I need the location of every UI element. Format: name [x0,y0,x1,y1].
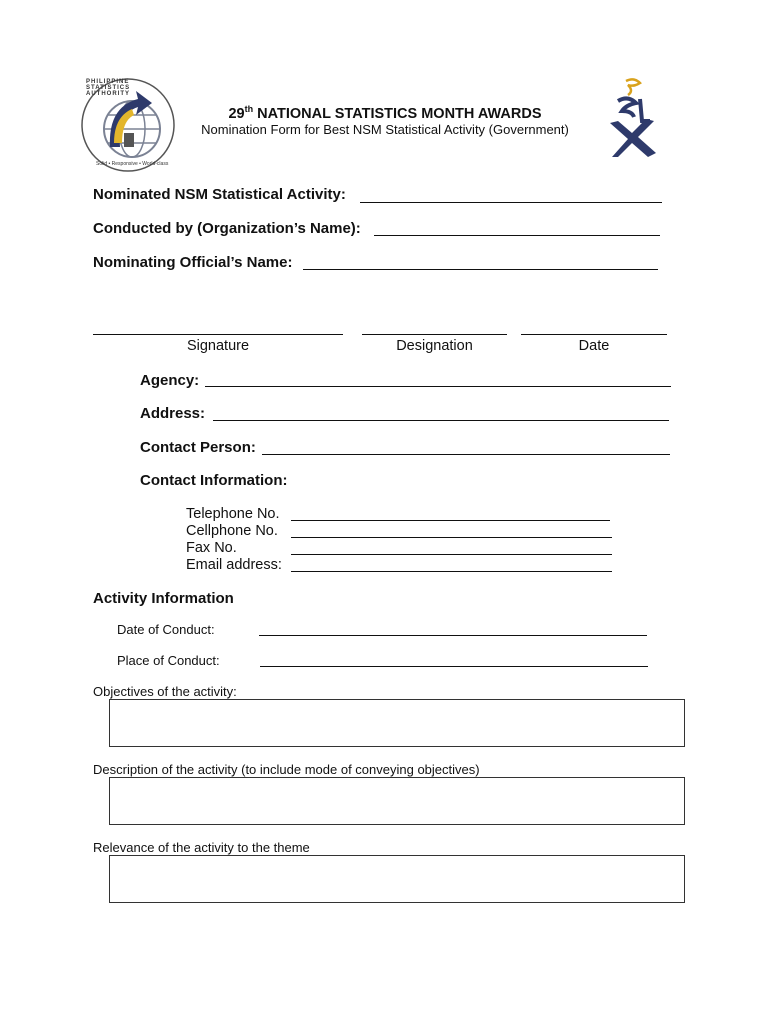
title-text: NATIONAL STATISTICS MONTH AWARDS [253,105,542,122]
fax-label: Fax No. [186,540,237,556]
cellphone-field[interactable] [291,537,612,538]
activity-label: Nominated NSM Statistical Activity: [93,186,346,203]
telephone-field[interactable] [291,520,610,521]
official-name-field[interactable] [303,269,658,270]
contact-person-field[interactable] [262,454,670,455]
email-field[interactable] [291,571,612,572]
date-of-conduct-label: Date of Conduct: [117,622,215,637]
activity-info-heading: Activity Information [93,590,234,607]
relevance-textarea[interactable] [109,855,685,903]
address-label: Address: [140,405,206,422]
telephone-label: Telephone No. [186,506,280,522]
designation-label: Designation [396,338,473,354]
activity-field[interactable] [360,202,662,203]
title-number: 29 [228,105,245,122]
place-of-conduct-field[interactable] [260,666,648,667]
psa-logo-text: PHILIPPINE STATISTICS AUTHORITY [86,79,131,97]
objectives-label: Objectives of the activity: [93,684,237,699]
relevance-label: Relevance of the activity to the theme [93,840,310,855]
signature-label: Signature [186,338,250,354]
page-subtitle: Nomination Form for Best NSM Statistical Activity (Government) [201,122,569,137]
address-field[interactable] [213,420,669,421]
title-superscript: th [244,104,254,114]
contact-information-label: Contact Information: [140,472,288,489]
agency-field[interactable] [205,386,671,387]
place-of-conduct-label: Place of Conduct: [117,653,220,668]
date-label: Date [578,338,610,354]
objectives-textarea[interactable] [109,699,685,747]
contact-person-label: Contact Person: [140,439,256,456]
description-textarea[interactable] [109,777,685,825]
designation-field[interactable] [362,334,507,335]
date-of-conduct-field[interactable] [259,635,647,636]
date-field[interactable] [521,334,667,335]
email-label: Email address: [186,557,282,573]
page-title [0,104,770,122]
fax-field[interactable] [291,554,612,555]
conducted-by-field[interactable] [374,235,660,236]
psa-logo-subtext: Solid • Responsive • World-class [96,161,169,167]
official-name-label: Nominating Official’s Name: [93,254,293,271]
description-label: Description of the activity (to include mode of conveying objectives) [93,762,480,777]
conducted-by-label: Conducted by (Organization’s Name): [93,220,361,237]
signature-field[interactable] [93,334,343,335]
agency-label: Agency: [140,372,200,389]
cellphone-label: Cellphone No. [186,523,278,539]
